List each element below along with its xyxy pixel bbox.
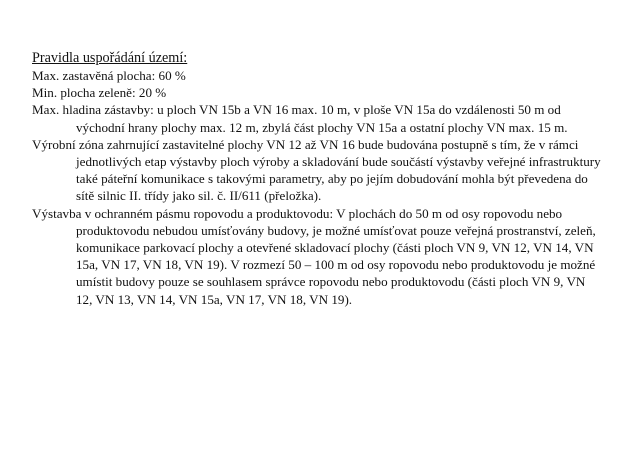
rule-text: Max. zastavěná plocha: 60 % [32,68,186,83]
rule-text: Min. plocha zeleně: 20 % [32,85,167,101]
rule-max-building-height [32,101,604,135]
rule-min-green-area [32,84,604,101]
rules-list [32,67,604,308]
rule-text: Max. hladina zástavby: u ploch VN 15b a VN 16 max. 10 m, v ploše VN 15a do vzdálenosti 50 m od východní hrany plochy max. 12 m, zbylá část plochy VN 15a a ostatní plochy VN max. 15 m. [32,102,568,135]
rule-text: Výstavba v ochranném pásmu ropovodu a produktovodu: V plochách do 50 m od osy ropovodu nebo produktovodu nebudou umísťovány budovy, je možné umísťovat pouze veřejná prostranství, zeleň, komunikace parkovací plochy a otevřené skladovací plochy (části ploch VN 9, VN 12, VN 14, VN 15a, VN 17, VN 18, VN 19). V rozmezí 50 – 100 m od osy ropovodu nebo produktovodu je možné umístit budovy pouze se souhlasem správce ropovodu nebo produktovodu (části ploch VN 9, VN 12, VN 13, VN 14, VN 15a, VN 17, VN 18, VN 19). [32,205,596,307]
rule-production-zone [32,136,604,205]
rule-max-built-area [32,67,604,84]
rule-text: Výrobní zóna zahrnující zastavitelné plochy VN 12 až VN 16 bude budována postupně s tím, že v rámci jednotlivých etap výstavby ploch výroby a skladování bude součástí výstavby veřejné infrastruktury také páteřní komunikace s takovými parametry, aby po jejím dobudování mohla být převedena do sítě silnic II. třídy jako sil. č. II/611 (přeložka). [32,136,601,204]
section-heading: Pravidla uspořádání území: [32,50,188,66]
rule-pipeline-protection-zone [32,205,604,308]
